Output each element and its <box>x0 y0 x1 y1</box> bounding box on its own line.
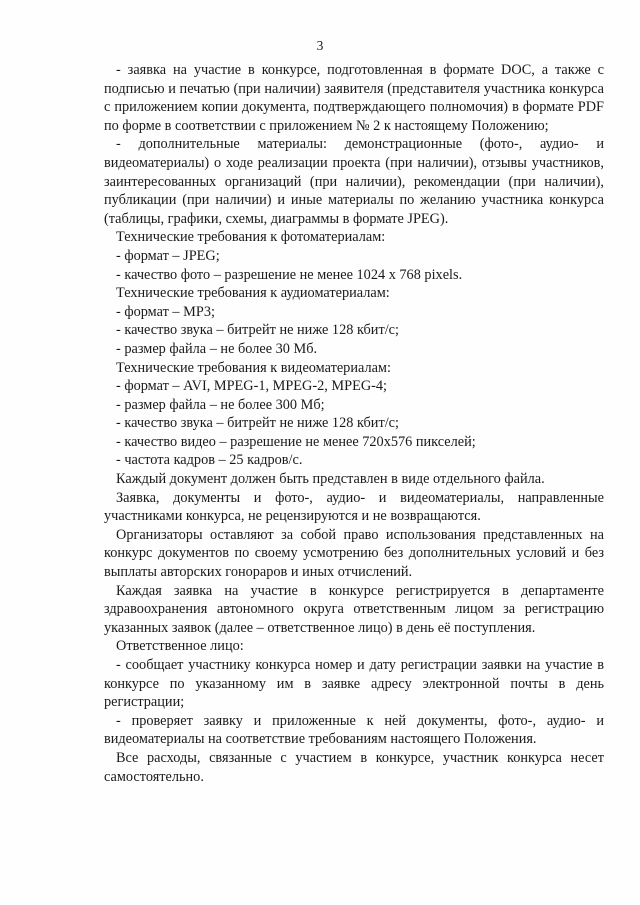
list-item-check-application: - проверяет заявку и приложенные к ней документы, фото-, аудио- и видеоматериалы на соответствие требованиям настоящего Положения. <box>104 712 604 748</box>
list-item-audio-size: - размер файла – не более 30 Мб. <box>116 340 318 357</box>
list-item-photo-quality: - качество фото – разрешение не менее 1024 x 768 pixels. <box>116 266 463 283</box>
list-item-notify-participant: - сообщает участнику конкурса номер и дату регистрации заявки на участие в конкурсе по указанному им в заявке адресу электронной почты в день регистрации; <box>104 657 604 711</box>
paragraph-additional-materials: - дополнительные материалы: демонстрационные (фото-, аудио- и видеоматериалы) о ходе реализации проекта (при наличии), отзывы участников, заинтересованных организаций (при наличии), рекомендации (при наличии), публикации (при наличии) и иные материалы по желанию участника конкурса (таблицы, графики, схемы, диаграммы в формате JPEG). <box>104 136 604 227</box>
page-number: 3 <box>316 38 324 53</box>
document-body <box>104 61 604 786</box>
list-item-video-sound: - качество звука – битрейт не ниже 128 кбит/с; <box>116 415 399 432</box>
list-item-audio-quality: - качество звука – битрейт не ниже 128 кбит/с; <box>116 322 399 339</box>
heading-video-requirements: Технические требования к видеоматериалам: <box>116 359 391 376</box>
paragraph-not-reviewed: Заявка, документы и фото-, аудио- и видеоматериалы, направленные участниками конкурса, не рецензируются и не возвращаются. <box>104 489 604 525</box>
list-item-audio-format: - формат – MP3; <box>116 303 215 320</box>
paragraph-registration: Каждая заявка на участие в конкурсе регистрируется в департаменте здравоохранения автономного округа ответственным лицом за регистрацию указанных заявок (далее – ответственное лицо) в день её поступления. <box>104 582 604 636</box>
list-item-video-quality: - качество видео – разрешение не менее 720x576 пикселей; <box>116 433 476 450</box>
list-item-video-size: - размер файла – не более 300 Мб; <box>116 396 325 413</box>
list-item-video-format: - формат – AVI, MPEG-1, MPEG-2, MPEG-4; <box>116 378 388 395</box>
paragraph-organizers-rights: Организаторы оставляют за собой право использования представленных на конкурс документов по своему усмотрению без дополнительных условий и без выплаты авторских гонораров и иных отчислений. <box>104 526 604 581</box>
list-item-photo-format: - формат – JPEG; <box>116 247 220 264</box>
heading-audio-requirements: Технические требования к аудиоматериалам: <box>116 285 390 302</box>
paragraph-separate-files: Каждый документ должен быть представлен в виде отдельного файла. <box>116 471 545 488</box>
heading-photo-requirements: Технические требования к фотоматериалам: <box>116 229 386 246</box>
heading-responsible-person: Ответственное лицо: <box>116 638 244 655</box>
paragraph-expenses: Все расходы, связанные с участием в конкурсе, участник конкурса несет самостоятельно. <box>104 749 604 785</box>
paragraph-application-form: - заявка на участие в конкурсе, подготовленная в формате DOC, а также с подписью и печатью (при наличии) заявителя (представителя участника конкурса с приложением копии документа, подтверждающего полномочия) в формате PDF по форме в соответствии с приложением № 2 к настоящему Положению; <box>104 62 604 134</box>
list-item-video-framerate: - частота кадров – 25 кадров/с. <box>116 452 303 469</box>
